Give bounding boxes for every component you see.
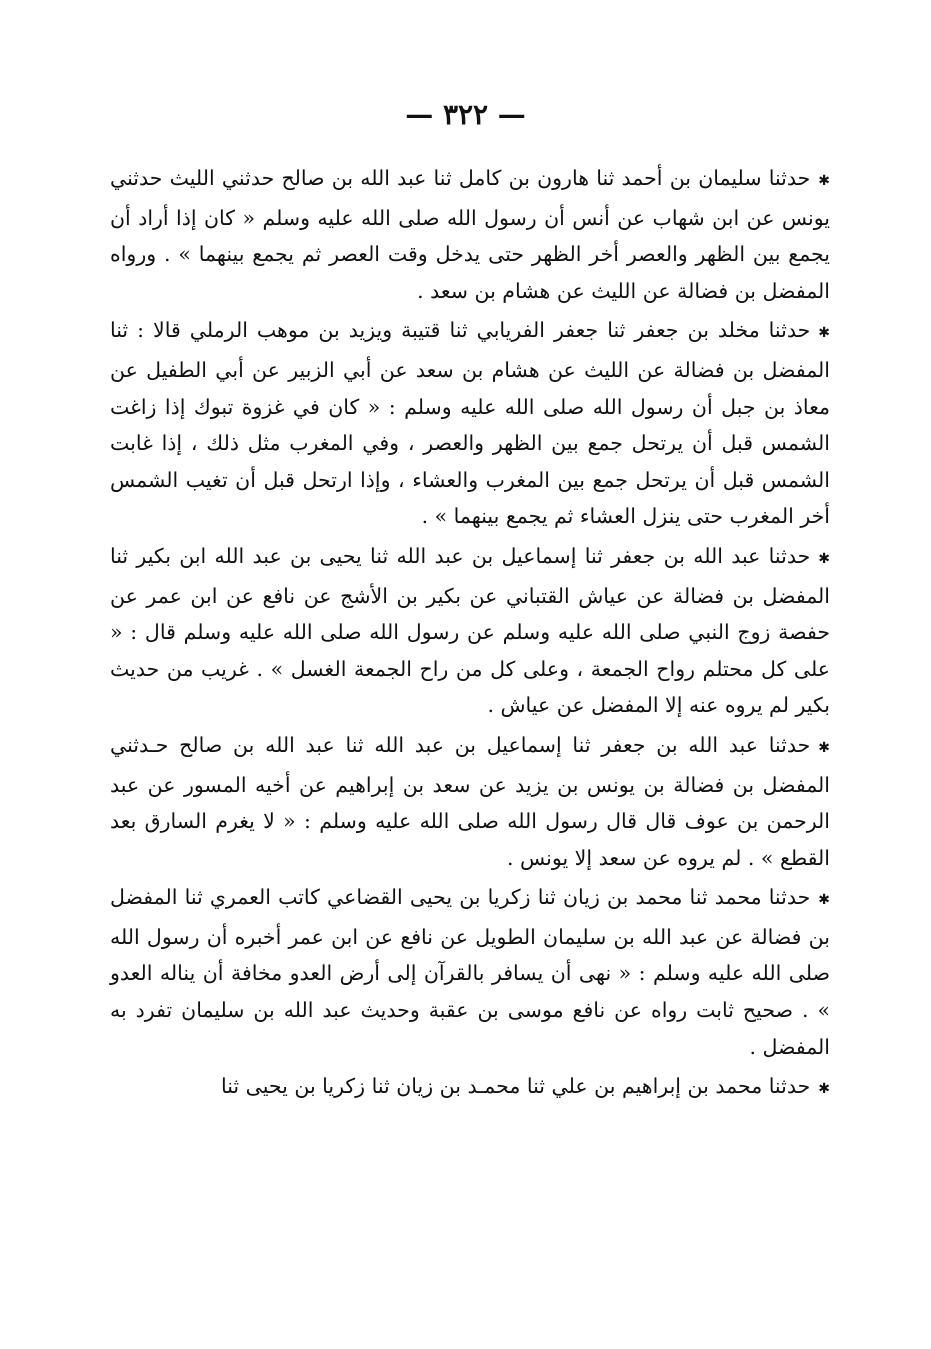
star-icon: ✱: [818, 892, 830, 909]
page-number: — ٣٢٢ —: [405, 98, 526, 131]
star-icon: ✱: [818, 550, 830, 567]
body-text: [110, 160, 830, 1108]
star-icon: ✱: [818, 325, 830, 342]
hadith-paragraph: [110, 538, 830, 724]
paragraph-text: حدثنا عبد الله بن جعفر ثنا إسماعيل بن عبد الله ثنا يحيى بن عبد الله ابن بكير ثنا المفضل بن فضالة عن عياش القتباني عن بكير بن الأشج عن نافع عن ابن عمر عن حفصة زوج النبي صلى الله عليه وسلم عن رسول الله صلى الله عليه وسلم قال : « على كل محتلم رواح الجمعة ، وعلى كل من راح الجمعة الغسل » . غريب من حديث بكير لم يروه عنه إلا المفضل عن عياش .: [110, 543, 830, 718]
paragraph-text: حدثنا مخلد بن جعفر ثنا جعفر الفريابي ثنا قتيبة ويزيد بن موهب الرملي قالا : ثنا المفضل بن فضالة عن الليث عن هشام بن سعد عن أبي الزبير عن أبي الطفيل عن معاذ بن جبل أن رسول الله صلى الله عليه وسلم : « كان في غزوة تبوك إذا زاغت الشمس قبل أن يرتحل جمع بين الظهر والعصر ، وفي المغرب مثل ذلك ، إذا غابت الشمس قبل أن يرتحل جمع بين المغرب والعشاء ، وإذا ارتحل قبل أن تغيب الشمس أخر المغرب حتى ينزل العشاء ثم يجمع بينهما » .: [110, 318, 830, 529]
paragraph-text: حدثنا عبد الله بن جعفر ثنا إسماعيل بن عبد الله ثنا عبد الله بن صالح حـدثني المفضل بن فضالة بن يونس بن يزيد عن سعد بن إبراهيم عن أخيه المسور عن عبد الرحمن بن عوف قال قال رسول الله صلى الله عليه وسلم : « لا يغرم السارق بعد القطع » . لم يروه عن سعد إلا يونس .: [110, 732, 830, 870]
hadith-paragraph: [110, 160, 830, 309]
hadith-paragraph: [110, 312, 830, 535]
star-icon: ✱: [818, 173, 830, 189]
hadith-paragraph: [110, 727, 830, 876]
star-icon: ✱: [818, 739, 830, 756]
paragraph-text: حدثنا محمد بن إبراهيم بن علي ثنا محمـد بن زيان ثنا زكريا بن يحيى ثنا: [220, 1074, 811, 1099]
paragraph-text: حدثنا محمد ثنا محمد بن زيان ثنا زكريا بن يحيى القضاعي كاتب العمري ثنا المفضل بن فضالة عن عبد الله بن سليمان الطويل عن نافع عن ابن عمر أخبره أن رسول الله صلى الله عليه وسلم : « نهى أن يسافر بالقرآن إلى أرض العدو مخافة أن يناله العدو » . صحيح ثابت رواه عن نافع موسى بن عقبة وحديث عبد الله بن سليمان تفرد به المفضل .: [110, 885, 830, 1059]
paragraph-text: حدثنا سليمان بن أحمد ثنا هارون بن كامل ثنا عبد الله بن صالح حدثني الليث حدثني يونس عن ابن شهاب عن أنس أن رسول الله صلى الله عليه وسلم « كان إذا أراد أن يجمع بين الظهر والعصر أخر الظهر حتى يدخل وقت العصر ثم يجمع بينهما » . ورواه المفضل بن فضالة عن الليث عن هشام بن سعد .: [110, 166, 830, 303]
star-icon: ✱: [818, 1081, 830, 1098]
hadith-paragraph: [110, 879, 830, 1065]
hadith-paragraph: [110, 1068, 830, 1108]
